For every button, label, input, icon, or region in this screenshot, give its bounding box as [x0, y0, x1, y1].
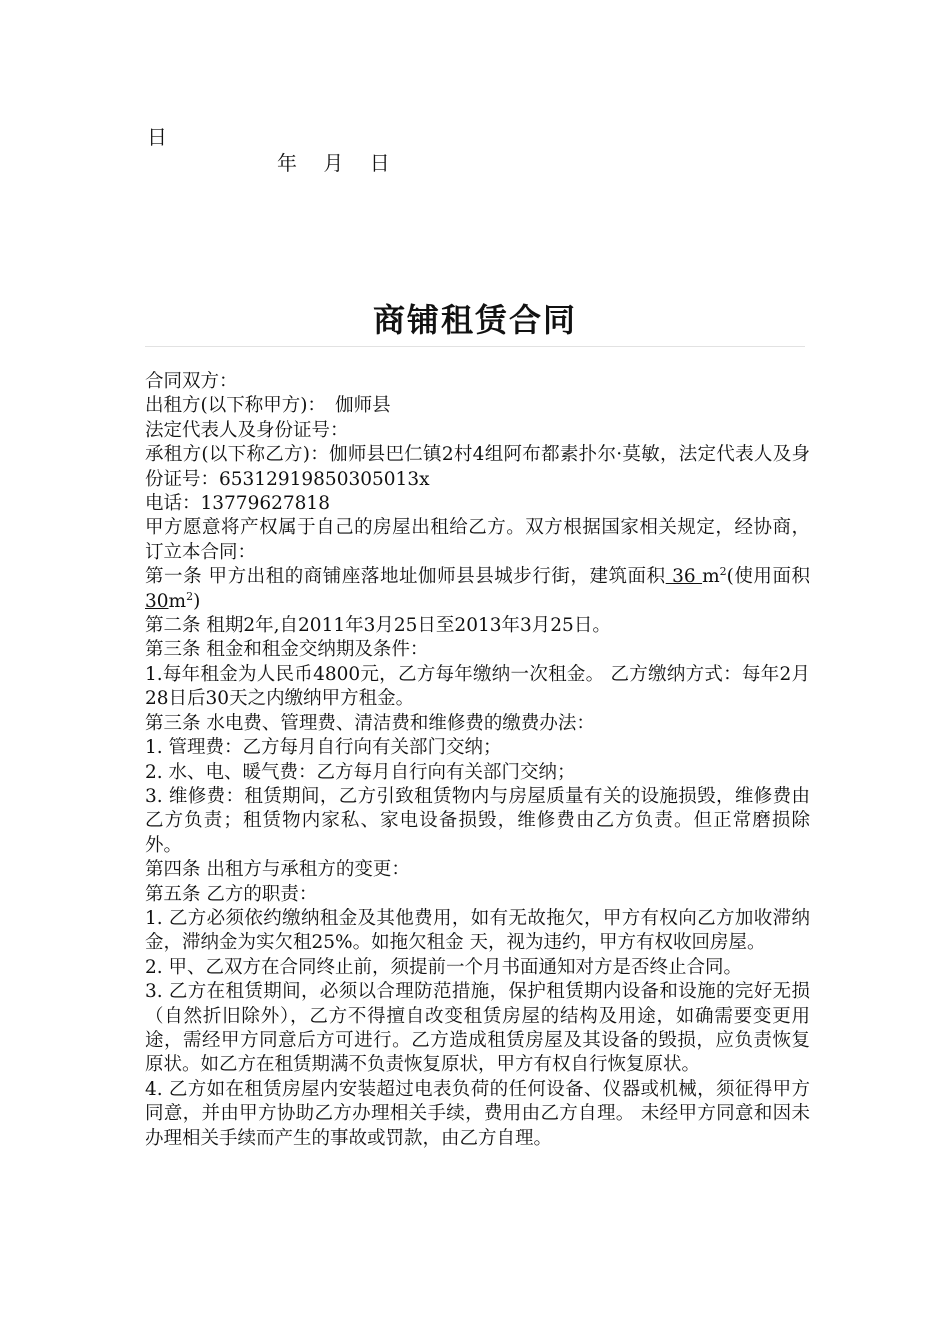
contract-body: [145, 370, 810, 1151]
paragraph-duty-3: 3. 乙方在租赁期间，必须以合理防范措施，保护租赁期内设备和设施的完好无损（自然折旧除外），乙方不得擅自改变租赁房屋的结构及用途，如确需要变更用途，需经甲方同意后方可进行。乙方造成租赁房屋及其设备的毁损，应负责恢复原状。如乙方在租赁期满不负责恢复原状，甲方有权自行恢复原状。: [145, 981, 810, 1076]
paragraph-duty-2: 2. 甲、乙双方在合同终止前，须提前一个月书面通知对方是否终止合同。: [145, 956, 743, 978]
header-date-line: 年 月 日: [277, 151, 398, 175]
paragraph-article-5: 第五条 乙方的职责：: [145, 883, 318, 905]
paragraph-duty-1: 1. 乙方必须依约缴纳租金及其他费用，如有无故拖欠，甲方有权向乙方加收滞纳金，滞纳金为实欠租25%。如拖欠租金 天，视为违约，甲方有权收回房屋。: [145, 907, 810, 954]
paragraph-article-1: [145, 565, 810, 614]
use-area-unit-superscript: 2: [186, 589, 194, 603]
building-area-value: 36: [665, 566, 703, 588]
paragraph-article-3-heading: 第三条 租金和租金交纳期及条件：: [145, 639, 429, 661]
article-1-close-paren: ): [193, 590, 201, 612]
area-unit: m: [702, 566, 720, 588]
paragraph-utility-fee: 2. 水、电、暖气费：乙方每月自行向有关部门交纳；: [145, 761, 576, 783]
paragraph-rent-terms: 1.每年租金为人民币4800元，乙方每年缴纳一次租金。 乙方缴纳方式：每年2月28日后30天之内缴纳甲方租金。: [145, 663, 810, 710]
paragraph-duty-4: 4. 乙方如在租赁房屋内安装超过电表负荷的任何设备、仪器或机械，须征得甲方同意，并由甲方协助乙方办理相关手续，费用由乙方自理。 未经甲方同意和因未办理相关手续而产生的事故或罚款，由乙方自理。: [145, 1078, 810, 1149]
article-1-use-area-label: (使用面积: [726, 566, 811, 588]
paragraph-article-2: 第二条 租期2年,自2011年3月25日至2013年3月25日。: [145, 615, 611, 637]
area-unit-superscript: 2: [719, 565, 727, 579]
paragraph-legal-rep: 法定代表人及身份证号：: [145, 419, 349, 441]
use-area-value: 30: [145, 590, 169, 612]
paragraph-maintenance-fee: 3. 维修费：租赁期间，乙方引致租赁物内与房屋质量有关的设施损毁，维修费由乙方负责；租赁物内家私、家电设备损毁，维修费由乙方负责。但正常磨损除外。: [145, 785, 810, 856]
paragraph-lessor: 出租方(以下称甲方)： 伽师县: [145, 395, 391, 417]
header-day-char: 日: [147, 125, 167, 149]
paragraph-lessee: 承租方(以下称乙方)：伽师县巴仁镇2村4组阿布都素扑尔·莫敏，法定代表人及身份证号：65312919850305013x: [145, 444, 810, 490]
paragraph-phone: 电话：13779627818: [145, 493, 330, 515]
use-area-unit: m: [168, 590, 187, 612]
article-1-text: 第一条 甲方出租的商铺座落地址伽师县县城步行街，建筑面积: [145, 566, 666, 588]
paragraph-article-4: 第四条 出租方与承租方的变更：: [145, 859, 410, 881]
paragraph-management-fee: 1. 管理费：乙方每月自行向有关部门交纳；: [145, 737, 502, 759]
document-title: 商铺租赁合同: [372, 301, 577, 339]
paragraph-parties: 合同双方：: [145, 371, 238, 392]
paragraph-intro: 甲方愿意将产权属于自己的房屋出租给乙方。双方根据国家相关规定，经协商，订立本合同：: [145, 517, 810, 563]
title-block: [145, 298, 805, 347]
paragraph-fees-heading: 第三条 水电费、管理费、清洁费和维修费的缴费办法：: [145, 712, 595, 734]
